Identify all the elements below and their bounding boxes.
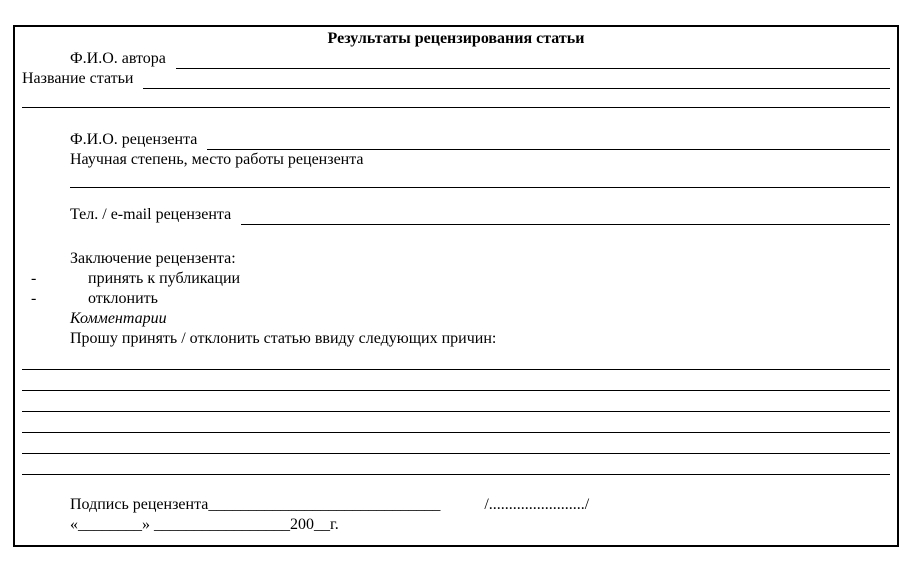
reasons-prompt: Прошу принять / отклонить статью ввиду следующих причин:: [70, 330, 497, 347]
reasons-field-line[interactable]: [22, 412, 890, 433]
author-row: [22, 49, 890, 69]
comments-label: Комментарии: [70, 310, 167, 327]
signature-name-stamp: /......................../: [484, 496, 590, 513]
contact-row: [22, 205, 890, 225]
form-page: [13, 25, 899, 547]
date-row: [22, 515, 890, 535]
article-title-field-line2[interactable]: [22, 89, 890, 108]
conclusion-heading-row: [22, 249, 890, 269]
author-name-field[interactable]: [176, 49, 890, 69]
reasons-field-line[interactable]: [22, 454, 890, 475]
reviewer-row: [22, 130, 890, 150]
reasons-field-line[interactable]: [22, 391, 890, 412]
option-reject-label: отклонить: [88, 290, 158, 307]
form-title: Результаты рецензирования статьи: [327, 30, 585, 47]
reasons-field-line[interactable]: [22, 349, 890, 370]
option-accept-label: принять к публикации: [88, 270, 241, 287]
option-reject: [22, 289, 890, 309]
spacer: [22, 225, 890, 249]
option-accept: [22, 269, 890, 289]
reasons-prompt-row: [22, 329, 890, 349]
reasons-field-line[interactable]: [22, 370, 890, 391]
conclusion-heading: Заключение рецензента:: [70, 250, 236, 267]
degree-workplace-field[interactable]: [70, 170, 890, 188]
spacer: [22, 475, 890, 495]
signature-row: [22, 495, 890, 515]
spacer: [22, 188, 890, 205]
signature-label: Подпись рецензента: [70, 496, 209, 513]
reviewer-name-field[interactable]: [207, 130, 890, 150]
contact-label: Тел. / e-mail рецензента: [70, 206, 232, 223]
degree-workplace-label: Научная степень, место работы рецензента: [70, 151, 364, 168]
degree-row: [22, 150, 890, 170]
dash-bullet: -: [31, 270, 37, 287]
signature-field[interactable]: _____________________________: [208, 496, 441, 513]
reviewer-name-label: Ф.И.О. рецензента: [70, 131, 198, 148]
comments-row: [22, 309, 890, 329]
date-line[interactable]: «________» _________________200__г.: [70, 516, 339, 533]
article-title-label: Название статьи: [22, 70, 134, 87]
spacer: [22, 108, 890, 130]
reasons-field-line[interactable]: [22, 433, 890, 454]
article-title-row: [22, 69, 890, 89]
contact-field[interactable]: [241, 205, 890, 225]
author-name-label: Ф.И.О. автора: [70, 50, 166, 67]
article-title-field[interactable]: [143, 69, 890, 89]
dash-bullet: -: [31, 290, 37, 307]
